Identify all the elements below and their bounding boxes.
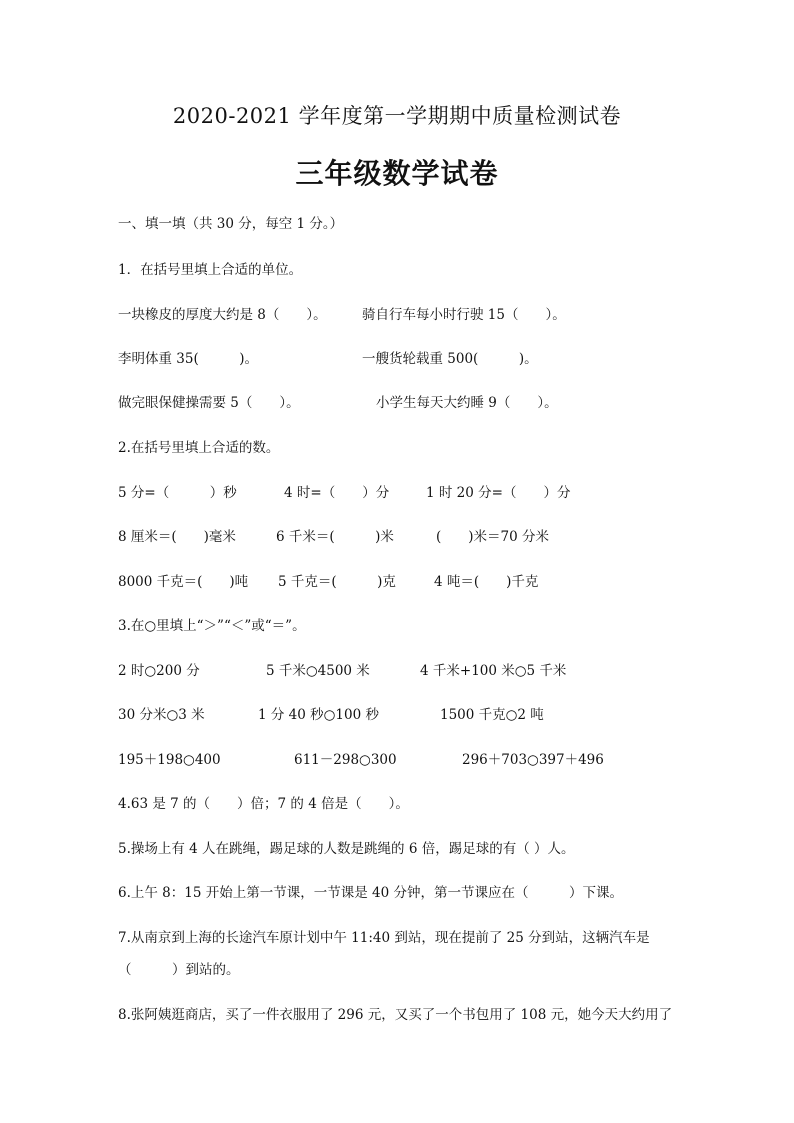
question-2-item: ( )米＝70 分米: [436, 529, 550, 545]
question-1-heading: 1．在括号里填上合适的单位。: [118, 262, 303, 278]
question-2-item: 5 分=（ ）秒: [118, 485, 237, 501]
question-1-item: 一艘货轮载重 500( )。: [362, 351, 538, 367]
question-1-item: 李明体重 35( )。: [118, 351, 259, 367]
question-3-item: 5 千米○4500 米: [266, 663, 370, 679]
question-3-item: 611－298○300: [294, 752, 397, 768]
question-3-item: 1 分 40 秒○100 秒: [258, 707, 379, 723]
question-2-item: 4 时=（ ）分: [284, 485, 390, 501]
question-8: 8.张阿姨逛商店，买了一件衣服用了 296 元，又买了一个书包用了 108 元，她今天大约用了: [118, 1007, 673, 1023]
question-7-line-1: 7.从南京到上海的长途汽车原计划中午 11:40 到站，现在提前了 25 分到站，这辆汽车是: [118, 930, 650, 946]
question-3-heading: 3.在○里填上“＞”“＜”或“＝”。: [118, 618, 306, 634]
question-2-item: 5 千克＝( )克: [278, 574, 396, 590]
section-heading: 一、填一填（共 30 分，每空 1 分。）: [118, 216, 344, 232]
question-3-item: 296＋703○397＋496: [462, 752, 604, 768]
question-3-item: 30 分米○3 米: [118, 707, 205, 723]
exam-subtitle: 三年级数学试卷: [295, 157, 499, 190]
question-1-item: 小学生每天大约睡 9（ ）。: [376, 395, 558, 411]
question-2-item: 6 千米＝( )米: [276, 529, 394, 545]
question-3-item: 195＋198○400: [118, 752, 221, 768]
question-1-item: 一块橡皮的厚度大约是 8（ ）。: [118, 307, 327, 323]
question-3-item: 1500 千克○2 吨: [440, 707, 544, 723]
question-3-item: 4 千米+100 米○5 千米: [420, 663, 567, 679]
question-3-item: 2 时○200 分: [118, 663, 200, 679]
question-1-item: 做完眼保健操需要 5（ ）。: [118, 395, 300, 411]
exam-title: 2020-2021 学年度第一学期期中质量检测试卷: [172, 104, 622, 128]
question-2-item: 4 吨＝( )千克: [434, 574, 539, 590]
question-2-item: 8 厘米＝( )毫米: [118, 529, 236, 545]
question-2-heading: 2.在括号里填上合适的数。: [118, 440, 280, 456]
question-7-line-2: （ ）到站的。: [118, 962, 240, 978]
question-6: 6.上午 8：15 开始上第一节课，一节课是 40 分钟，第一节课应在（ ）下课。: [118, 885, 623, 901]
question-2-item: 8000 千克＝( )吨: [118, 574, 249, 590]
question-5: 5.操场上有 4 人在跳绳，踢足球的人数是跳绳的 6 倍，踢足球的有（ ）人。: [118, 841, 575, 857]
question-4: 4.63 是 7 的（ ）倍；7 的 4 倍是（ ）。: [118, 796, 409, 812]
question-2-item: 1 时 20 分=（ ）分: [426, 485, 571, 501]
question-1-item: 骑自行车每小时行驶 15（ ）。: [362, 307, 566, 323]
